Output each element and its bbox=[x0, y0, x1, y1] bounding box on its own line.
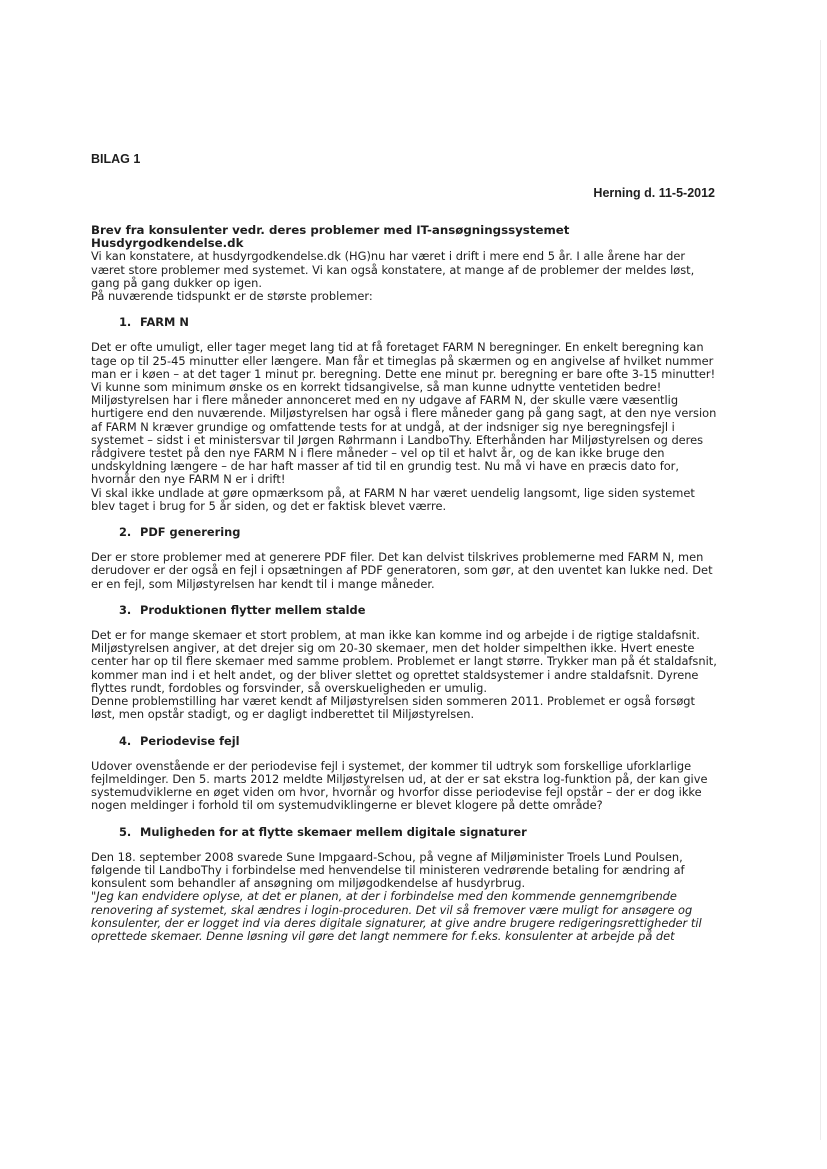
section-title: Produktionen flytter mellem stalde bbox=[140, 602, 366, 617]
section-paragraph: Det er ofte umuligt, eller tager meget lang tid at få foretaget FARM N beregninger. En enkelt beregning kan tage op til 25-45 minutter eller længere. Man får et timeglas på skærmen og en angivelse af hvilket nummer man er i køen – at det tager 1 minut pr. beregning. Dette ene minut pr. beregning er bare ofte 3-15 minutter! Vi kunne som minimum ønske os en korrekt tidsangivelse, så man kunne udnytte ventetiden bedre! Miljøstyrelsen har i flere måneder annonceret med en ny udgave af FARM N, der skulle være væsentlig hurtigere end den nuværende. Miljøstyrelsen har også i flere måneder gang på gang sagt, at den nye version af FARM N kræver grundige og omfattende tests for at undgå, at der indsniger sig nye beregningsfejl i systemet – sidst i et ministersvar til Jørgen Røhrmann i LandboThy. Efterhånden har Miljøstyrelsen og deres rådgivere testet på den nye FARM N i flere måneder – vel op til et halvt år, og de kan ikke bruge den undskyldning længere – de har haft masser af tid til en grundig test. Nu må vi have en præcis dato for, hvornår den nye FARM N er i drift! bbox=[91, 340, 717, 487]
letter-title: Brev fra konsulenter vedr. deres problemer med IT-ansøgningssystemet Husdyrgodkendelse.dk bbox=[91, 223, 570, 251]
section-number: 1. bbox=[119, 315, 132, 330]
section-title: FARM N bbox=[140, 315, 189, 330]
page-edge-line bbox=[820, 40, 821, 1140]
section-title: Muligheden for at flytte skemaer mellem digitale signaturer bbox=[140, 824, 527, 839]
section-heading bbox=[119, 526, 721, 539]
section-heading bbox=[119, 316, 721, 329]
place-date: Herning d. 11-5-2012 bbox=[593, 186, 715, 200]
section-paragraph: Denne problemstilling har været kendt af Miljøstyrelsen siden sommeren 2011. Problemet er også forsøgt løst, men opstår stadigt, og er dagligt indberettet til Miljøstyrelsen. bbox=[91, 694, 695, 722]
letter-body bbox=[91, 224, 721, 943]
section-number: 3. bbox=[119, 602, 132, 617]
section-number: 5. bbox=[119, 824, 132, 839]
section-paragraph: Det er for mange skemaer et stort problem, at man ikke kan komme ind og arbejde i de rigtige staldafsnit. Miljøstyrelsen angiver, at det drejer sig om 20-30 skemaer, men det holder simpelthen ikke. Hvert eneste center har op til flere skemaer med samme problem. Problemet er langt større. Trykker man på ét staldafsnit, kommer man ind i et helt andet, og der bliver slettet og oprettet staldsystemer i andre staldafsnit. Dyrene flyttes rundt, fordobles og forsvinder, så overskueligheden er umulig. bbox=[91, 628, 717, 695]
section-heading bbox=[119, 604, 721, 617]
intro-paragraph: På nuværende tidspunkt er de største problemer: bbox=[91, 289, 373, 304]
section-title: PDF generering bbox=[140, 525, 241, 540]
section-paragraph: Vi skal ikke undlade at gøre opmærksom på, at FARM N har været uendelig langsomt, lige siden systemet blev taget i brug for 5 år siden, og det er faktisk blevet værre. bbox=[91, 485, 695, 513]
section-number: 2. bbox=[119, 525, 132, 540]
section-paragraph: Udover ovenstående er der periodevise fejl i systemet, der kommer til udtryk som forskellige uforklarlige fejlmeldinger. Den 5. marts 2012 meldte Miljøstyrelsen ud, at der er sat ekstra log-funktion på, der kan give systemudviklerne en øget viden om hvor, hvornår og hvorfor disse periodevise fejl opstår – der er dog ikke nogen meldinger i forhold til om systemudviklingerne er blevet klogere på dette område? bbox=[91, 758, 708, 813]
section-title: Periodevise fejl bbox=[140, 733, 240, 748]
appendix-label: BILAG 1 bbox=[91, 152, 141, 166]
section-heading bbox=[119, 735, 721, 748]
section-paragraph: Der er store problemer med at generere PDF filer. Det kan delvist tilskrives problemerne med FARM N, men derudover er der også en fejl i opsætningen af PDF generatoren, som gør, at den uventet kan lukke ned. Det er en fejl, som Miljøstyrelsen har kendt til i mange måneder. bbox=[91, 550, 713, 591]
intro-paragraph: Vi kan konstatere, at husdyrgodkendelse.dk (HG)nu har været i drift i mere end 5 år. I alle årene har der været store problemer med systemet. Vi kan også konstatere, at mange af de problemer der meldes løst, gang på gang dukker op igen. bbox=[91, 249, 695, 290]
quote-paragraph: "Jeg kan endvidere oplyse, at det er planen, at der i forbindelse med den kommende gennemgribende renovering af systemet, skal ændres i login-proceduren. Det vil så fremover være muligt for ansøgere og konsulenter, der er logget ind via deres digitale signaturer, at give andre brugere redigeringsrettigheder til oprettede skemaer. Denne løsning vil gøre det langt nemmere for f.eks. konsulenter at arbejde på det bbox=[91, 889, 702, 943]
section-number: 4. bbox=[119, 733, 132, 748]
section-paragraph: Den 18. september 2008 svarede Sune Impgaard-Schou, på vegne af Miljøminister Troels Lund Poulsen, følgende til LandboThy i forbindelse med henvendelse til ministeren vedrørende betaling for ændring af konsulent som behandler af ansøgning om miljøgodkendelse af husdyrbrug. bbox=[91, 849, 685, 891]
section-heading bbox=[119, 826, 721, 839]
